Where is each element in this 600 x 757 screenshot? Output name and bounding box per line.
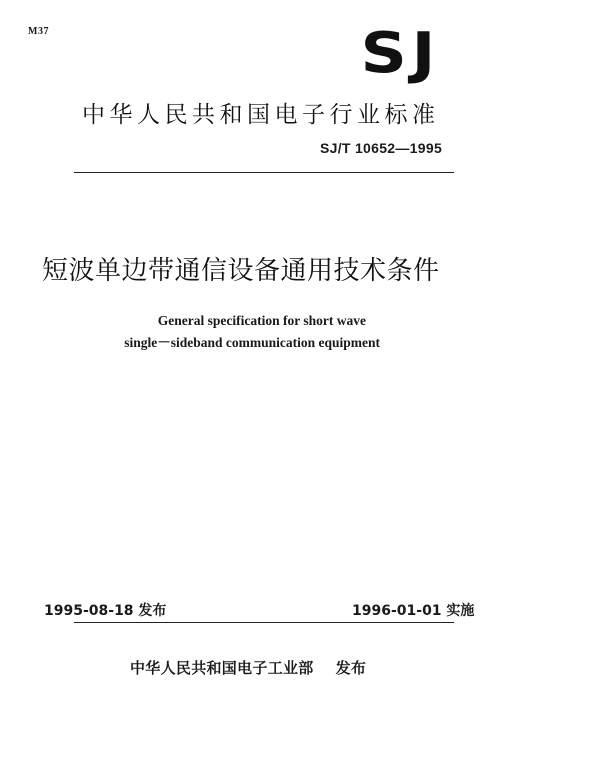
- publisher-name: 中华人民共和国电子工业部: [130, 659, 314, 677]
- bottom-divider: [74, 622, 454, 623]
- title-en-line-2: single－sideband communication equipment: [124, 335, 380, 350]
- document-title-cn: 短波单边带通信设备通用技术条件: [42, 256, 440, 286]
- classification-code: M37: [28, 26, 49, 37]
- publish-label: 发布: [335, 659, 367, 677]
- top-divider: [74, 172, 454, 173]
- sj-logo: SJ: [360, 21, 441, 86]
- publisher-line: [130, 657, 366, 678]
- standard-title: 中华人民共和国电子行业标准: [82, 102, 440, 128]
- standard-number: SJ/T 10652—1995: [320, 140, 443, 156]
- issue-date: 1995-08-18 发布: [44, 603, 167, 619]
- title-en-line-1: General specification for short wave: [157, 313, 366, 328]
- document-title-en: [0, 310, 520, 354]
- implementation-date: 1996-01-01 实施: [352, 603, 475, 619]
